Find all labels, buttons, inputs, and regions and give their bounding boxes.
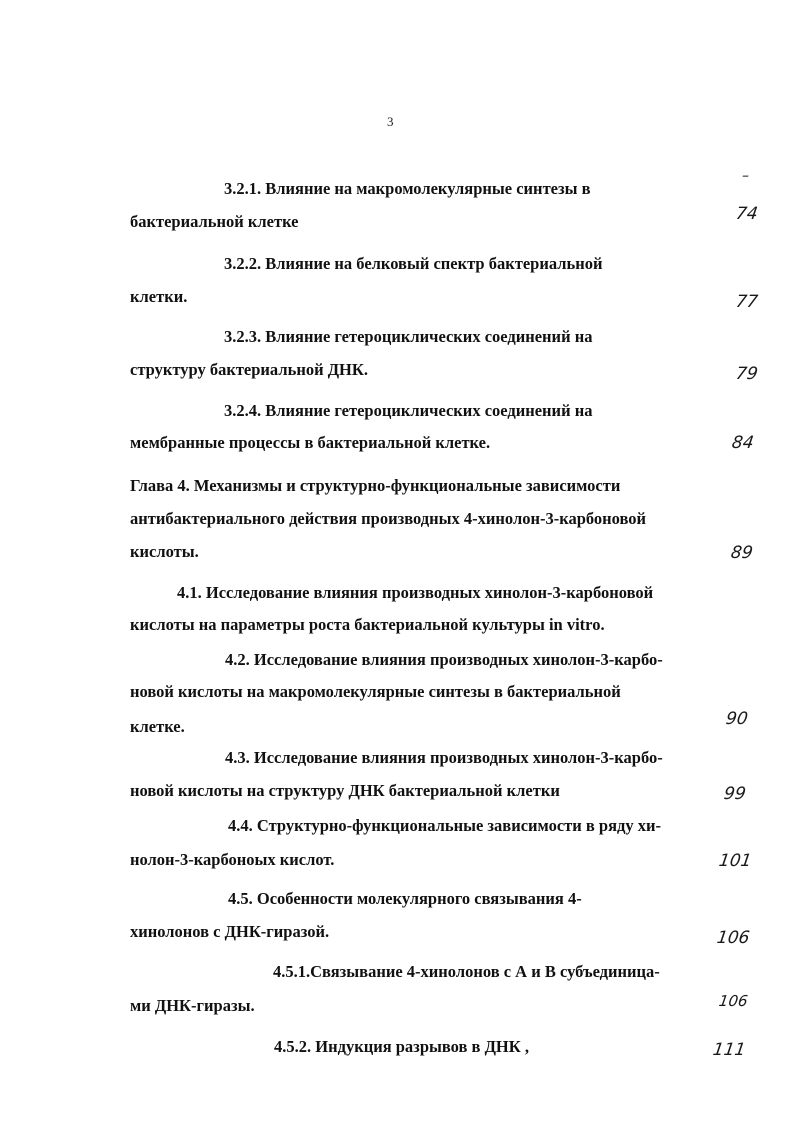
toc-entry-4-3-cont: новой кислоты на структуру ДНК бактериальной клетки [130, 781, 560, 800]
page-number: 3 [387, 114, 394, 129]
toc-chapter-4-cont2: кислоты. [130, 542, 199, 561]
toc-entry-4-5-2-page: 111 [711, 1040, 747, 1060]
toc-entry-4-5-title: 4.5. Особенности молекулярного связывания 4- [228, 889, 582, 908]
toc-entry-4-2-cont2: клетке. [130, 717, 185, 736]
toc-entry-3-2-3-cont: структуру бактериальной ДНК. [130, 360, 368, 379]
toc-entry-4-4-page: 101 [717, 851, 753, 871]
toc-entry-3-2-4-title: 3.2.4. Влияние гетероциклических соединений на [224, 401, 593, 420]
toc-entry-4-3-title: 4.3. Исследование влияния производных хинолон-3-карбо- [225, 748, 663, 767]
toc-entry-4-5-1-cont: ми ДНК-гиразы. [130, 996, 255, 1015]
toc-entry-4-1-cont: кислоты на параметры роста бактериальной культуры in vitro. [130, 615, 605, 634]
toc-entry-4-5-2-title: 4.5.2. Индукция разрывов в ДНК , [274, 1037, 529, 1056]
toc-entry-4-1-title: 4.1. Исследование влияния производных хинолон-3-карбоновой [177, 583, 654, 602]
toc-entry-3-2-3-page: 79 [734, 364, 760, 384]
toc-entry-4-2-title: 4.2. Исследование влияния производных хинолон-3-карбо- [225, 650, 663, 669]
toc-entry-3-2-4-cont: мембранные процессы в бактериальной клетке. [130, 433, 491, 452]
toc-entry-4-5-cont: хинолонов с ДНК-гиразой. [130, 922, 330, 941]
toc-chapter-4-page: 89 [729, 543, 755, 563]
toc-entry-3-2-1-title: 3.2.1. Влияние на макромолекулярные синтезы в [224, 179, 591, 198]
toc-entry-3-2-4-page: 84 [730, 433, 756, 453]
toc-entry-3-2-2-cont: клетки. [130, 287, 188, 306]
toc-entry-3-2-2-page: 77 [734, 292, 760, 312]
toc-entry-4-5-page: 106 [715, 928, 751, 948]
toc-chapter-4-cont1: антибактериального действия производных 4-хинолон-3-карбоновой [130, 509, 647, 528]
toc-entry-4-3-page: 99 [722, 784, 748, 804]
toc-entry-4-2-cont1: новой кислоты на макромолекулярные синтезы в бактериальной [130, 682, 621, 701]
toc-entry-3-2-1-page: 74 [734, 204, 760, 224]
toc-entry-4-5-1-title: 4.5.1.Связывание 4-хинолонов с А и В субъединица- [273, 962, 660, 981]
handwritten-mark: – [740, 168, 751, 184]
toc-entry-4-2-page: 90 [724, 709, 750, 729]
toc-entry-3-2-1-cont: бактериальной клетке [130, 212, 299, 231]
toc-entry-3-2-3-title: 3.2.3. Влияние гетероциклических соединений на [224, 327, 593, 346]
toc-entry-3-2-2-title: 3.2.2. Влияние на белковый спектр бактериальной [224, 254, 603, 273]
toc-chapter-4-title: Глава 4. Механизмы и структурно-функциональные зависимости [130, 476, 621, 495]
toc-entry-4-4-cont: нолон-3-карбоноых кислот. [130, 850, 335, 869]
toc-entry-4-5-1-page: 106 [717, 992, 749, 1010]
toc-entry-4-4-title: 4.4. Структурно-функциональные зависимости в ряду хи- [228, 816, 661, 835]
